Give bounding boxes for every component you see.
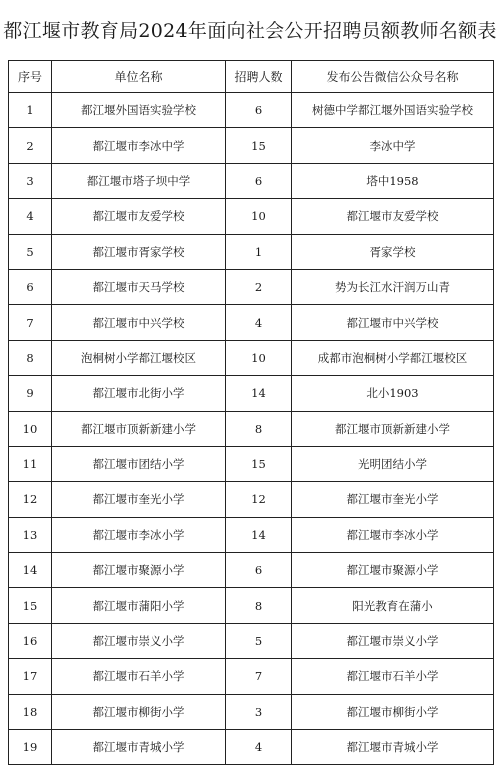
cell-unit-name: 泡桐树小学都江堰校区 xyxy=(52,340,226,375)
cell-hire-count: 14 xyxy=(226,517,292,552)
table-row xyxy=(9,269,494,304)
cell-index: 17 xyxy=(9,659,52,694)
header-count: 招聘人数 xyxy=(226,61,292,93)
cell-hire-count: 6 xyxy=(226,553,292,588)
table-row xyxy=(9,446,494,481)
cell-wechat-account: 都江堰市石羊小学 xyxy=(292,659,494,694)
cell-hire-count: 7 xyxy=(226,659,292,694)
quota-table xyxy=(8,60,494,765)
table-row xyxy=(9,199,494,234)
header-account: 发布公告微信公众号名称 xyxy=(292,61,494,93)
cell-unit-name: 都江堰市顶新新建小学 xyxy=(52,411,226,446)
cell-index: 11 xyxy=(9,446,52,481)
cell-wechat-account: 势为长江水汗润万山青 xyxy=(292,269,494,304)
table-row xyxy=(9,730,494,765)
cell-index: 6 xyxy=(9,269,52,304)
cell-unit-name: 都江堰市蒲阳小学 xyxy=(52,588,226,623)
cell-hire-count: 15 xyxy=(226,446,292,481)
cell-unit-name: 都江堰市塔子坝中学 xyxy=(52,163,226,198)
cell-hire-count: 8 xyxy=(226,588,292,623)
cell-index: 2 xyxy=(9,128,52,163)
table-row xyxy=(9,694,494,729)
cell-hire-count: 6 xyxy=(226,163,292,198)
cell-unit-name: 都江堰市团结小学 xyxy=(52,446,226,481)
cell-wechat-account: 北小1903 xyxy=(292,376,494,411)
cell-hire-count: 8 xyxy=(226,411,292,446)
table-row xyxy=(9,553,494,588)
cell-wechat-account: 都江堰市李冰小学 xyxy=(292,517,494,552)
cell-wechat-account: 都江堰市崇义小学 xyxy=(292,623,494,658)
cell-wechat-account: 胥家学校 xyxy=(292,234,494,269)
header-unit: 单位名称 xyxy=(52,61,226,93)
table-body xyxy=(9,93,494,765)
cell-hire-count: 2 xyxy=(226,269,292,304)
table-row xyxy=(9,623,494,658)
cell-wechat-account: 树德中学都江堰外国语实验学校 xyxy=(292,93,494,128)
cell-unit-name: 都江堰市胥家学校 xyxy=(52,234,226,269)
cell-wechat-account: 塔中1958 xyxy=(292,163,494,198)
cell-unit-name: 都江堰市天马学校 xyxy=(52,269,226,304)
cell-unit-name: 都江堰市友爱学校 xyxy=(52,199,226,234)
table-row xyxy=(9,376,494,411)
table-row xyxy=(9,340,494,375)
table-row xyxy=(9,234,494,269)
cell-index: 14 xyxy=(9,553,52,588)
cell-wechat-account: 都江堰市友爱学校 xyxy=(292,199,494,234)
cell-hire-count: 15 xyxy=(226,128,292,163)
cell-unit-name: 都江堰市石羊小学 xyxy=(52,659,226,694)
cell-index: 16 xyxy=(9,623,52,658)
cell-unit-name: 都江堰市中兴学校 xyxy=(52,305,226,340)
cell-unit-name: 都江堰市崇义小学 xyxy=(52,623,226,658)
cell-hire-count: 10 xyxy=(226,199,292,234)
cell-hire-count: 5 xyxy=(226,623,292,658)
table-row xyxy=(9,411,494,446)
table-row xyxy=(9,482,494,517)
cell-unit-name: 都江堰市李冰小学 xyxy=(52,517,226,552)
cell-wechat-account: 都江堰市奎光小学 xyxy=(292,482,494,517)
cell-wechat-account: 都江堰市柳街小学 xyxy=(292,694,494,729)
cell-hire-count: 14 xyxy=(226,376,292,411)
cell-unit-name: 都江堰市青城小学 xyxy=(52,730,226,765)
table-header xyxy=(9,61,494,93)
cell-index: 7 xyxy=(9,305,52,340)
cell-wechat-account: 都江堰市聚源小学 xyxy=(292,553,494,588)
cell-unit-name: 都江堰市聚源小学 xyxy=(52,553,226,588)
cell-wechat-account: 阳光教育在蒲小 xyxy=(292,588,494,623)
cell-hire-count: 3 xyxy=(226,694,292,729)
cell-index: 19 xyxy=(9,730,52,765)
cell-unit-name: 都江堰市北街小学 xyxy=(52,376,226,411)
cell-index: 15 xyxy=(9,588,52,623)
cell-hire-count: 6 xyxy=(226,93,292,128)
cell-hire-count: 12 xyxy=(226,482,292,517)
table-row xyxy=(9,659,494,694)
table-row xyxy=(9,128,494,163)
cell-index: 8 xyxy=(9,340,52,375)
cell-hire-count: 4 xyxy=(226,305,292,340)
cell-index: 18 xyxy=(9,694,52,729)
cell-unit-name: 都江堰市奎光小学 xyxy=(52,482,226,517)
cell-index: 5 xyxy=(9,234,52,269)
cell-wechat-account: 成都市泡桐树小学都江堰校区 xyxy=(292,340,494,375)
cell-hire-count: 1 xyxy=(226,234,292,269)
table-row xyxy=(9,93,494,128)
cell-unit-name: 都江堰外国语实验学校 xyxy=(52,93,226,128)
cell-wechat-account: 都江堰市青城小学 xyxy=(292,730,494,765)
document-title: 都江堰市教育局2024年面向社会公开招聘员额教师名额表 xyxy=(3,20,497,42)
cell-index: 4 xyxy=(9,199,52,234)
cell-hire-count: 10 xyxy=(226,340,292,375)
table-row xyxy=(9,588,494,623)
cell-hire-count: 4 xyxy=(226,730,292,765)
cell-index: 1 xyxy=(9,93,52,128)
header-index: 序号 xyxy=(9,61,52,93)
cell-unit-name: 都江堰市柳街小学 xyxy=(52,694,226,729)
cell-wechat-account: 都江堰市顶新新建小学 xyxy=(292,411,494,446)
cell-index: 10 xyxy=(9,411,52,446)
cell-index: 12 xyxy=(9,482,52,517)
header-row xyxy=(9,61,494,93)
cell-index: 3 xyxy=(9,163,52,198)
cell-index: 9 xyxy=(9,376,52,411)
cell-wechat-account: 李冰中学 xyxy=(292,128,494,163)
cell-wechat-account: 光明团结小学 xyxy=(292,446,494,481)
table-row xyxy=(9,163,494,198)
cell-index: 13 xyxy=(9,517,52,552)
cell-wechat-account: 都江堰市中兴学校 xyxy=(292,305,494,340)
table-row xyxy=(9,517,494,552)
table-row xyxy=(9,305,494,340)
cell-unit-name: 都江堰市李冰中学 xyxy=(52,128,226,163)
